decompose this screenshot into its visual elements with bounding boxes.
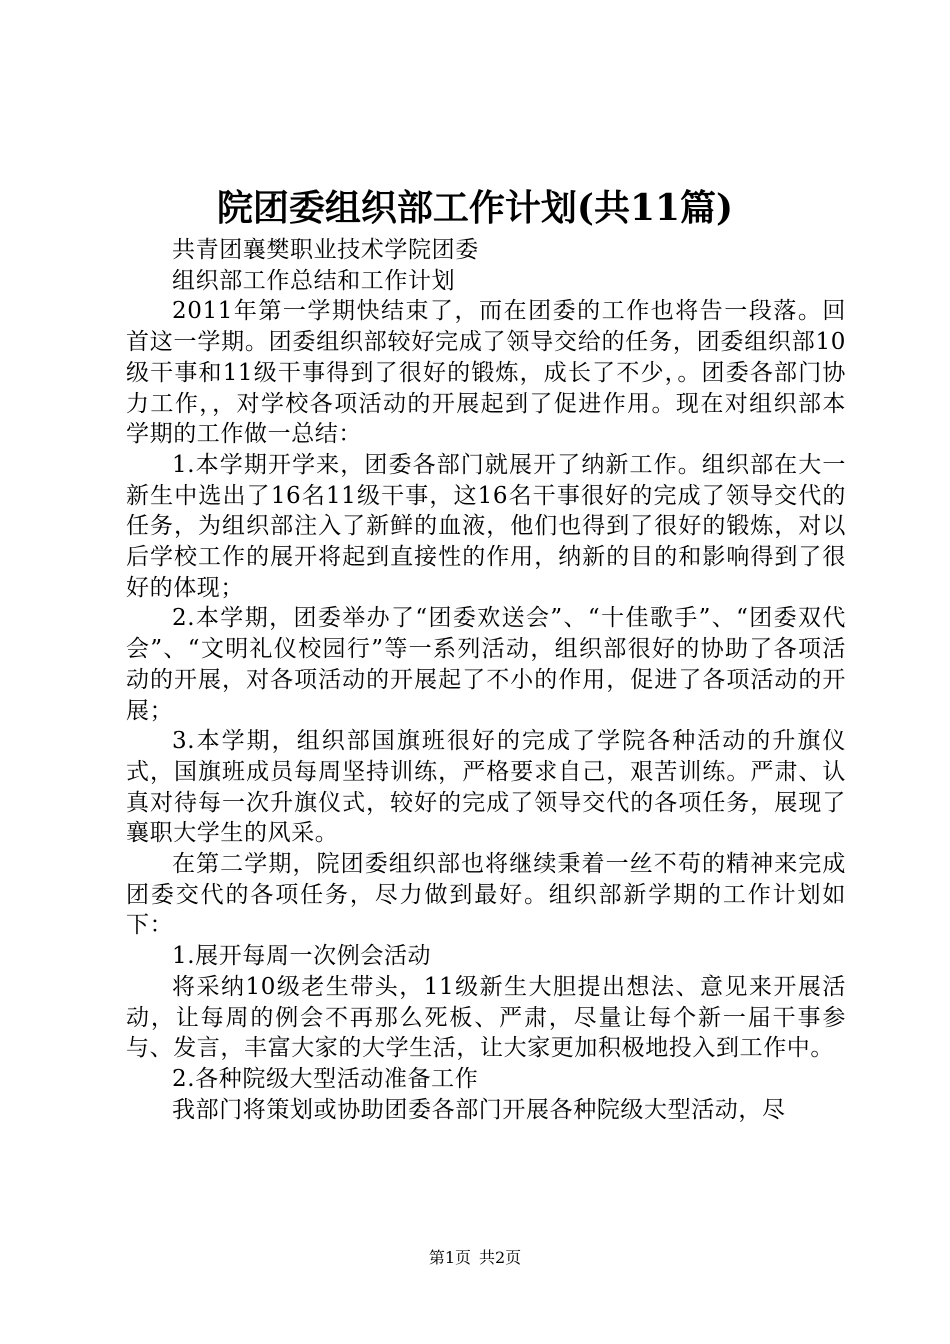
paragraph-plan-1-heading: 1.展开每周一次例会活动	[172, 943, 432, 970]
paragraph-item-3: 3.本学期，组织部国旗班很好的完成了学院各种活动的升旗仪式，国旗班成员每周坚持训练，严格要求自己，艰苦训练。严肃、认真对待每一次升旗仪式，较好的完成了领导交代的各项任务，展现了襄职大学生的风采。	[126, 728, 846, 847]
document-body	[126, 235, 846, 1125]
page-total: 共2页	[479, 1248, 522, 1267]
paragraph-plan-1-body: 将采纳10级老生带头，11级新生大胆提出想法、意见来开展活动，让每周的例会不再那么死板、严肃，尽量让每个新一届干事参与、发言，丰富大家的大学生活，让大家更加积极地投入到工作中。	[126, 973, 846, 1062]
paragraph-plan-2-body: 我部门将策划或协助团委各部门开展各种院级大型活动，尽	[172, 1096, 786, 1123]
paragraph-second-term: 在第二学期，院团委组织部也将继续秉着一丝不苟的精神来完成团委交代的各项任务，尽力做到最好。组织部新学期的工作计划如下：	[126, 851, 846, 939]
paragraph-item-2: 2.本学期，团委举办了“团委欢送会”、“十佳歌手”、“团委双代会”、“文明礼仪校园行”等一系列活动，组织部很好的协助了各项活动的开展，对各项活动的开展起了不小的作用，促进了各项活动的开展；	[126, 605, 846, 724]
page-footer	[0, 1246, 950, 1270]
paragraph-subtitle: 组织部工作总结和工作计划	[172, 267, 456, 294]
document-title: 院团委组织部工作计划(共11篇)	[216, 187, 734, 229]
paragraph-item-1: 1.本学期开学来，团委各部门就展开了纳新工作。组织部在大一新生中选出了16名11级干事，这16名干事很好的完成了领导交代的任务，为组织部注入了新鲜的血液，他们也得到了很好的锻炼，对以后学校工作的展开将起到直接性的作用，纳新的目的和影响得到了很好的体现；	[126, 451, 846, 601]
paragraph-plan-2-heading: 2.各种院级大型活动准备工作	[172, 1065, 479, 1092]
page-number: 第1页	[428, 1248, 471, 1267]
paragraph-org-name: 共青团襄樊职业技术学院团委	[172, 237, 479, 263]
paragraph-intro: 2011年第一学期快结束了，而在团委的工作也将告一段落。回首这一学期。团委组织部较好完成了领导交给的任务，团委组织部10级干事和11级干事得到了很好的锻炼，成长了不少，。团委各部门协力工作，，对学校各项活动的开展起到了促进作用。现在对组织部本学期的工作做一总结：	[126, 298, 846, 448]
